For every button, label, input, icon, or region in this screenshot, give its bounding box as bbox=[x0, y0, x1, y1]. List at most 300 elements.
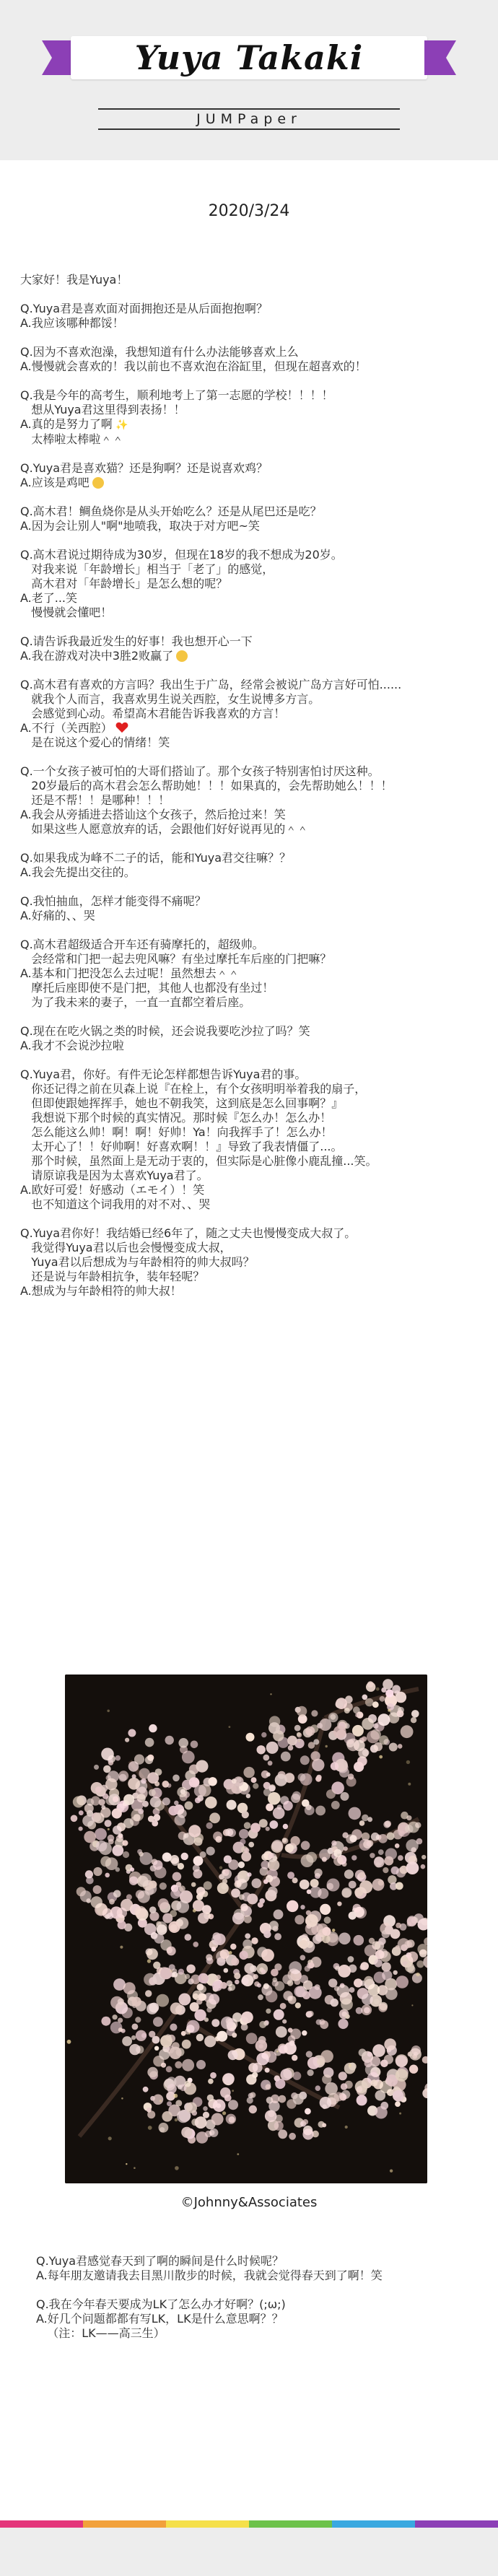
text-line: 那个时候，虽然面上是无动于衷的，但实际是心脏像小鹿乱撞...笑。 bbox=[20, 1154, 377, 1168]
blossom bbox=[129, 2044, 140, 2055]
blossom bbox=[139, 1786, 146, 1794]
question-text: Q.因为不喜欢泡澡，我想知道有什么办法能够喜欢上么 bbox=[20, 345, 299, 359]
light-dot bbox=[379, 1755, 383, 1759]
blossom bbox=[396, 1882, 403, 1890]
blossom bbox=[172, 1972, 178, 1978]
blossom bbox=[115, 1867, 120, 1872]
stripe-segment bbox=[0, 2520, 84, 2528]
blossom bbox=[126, 1894, 132, 1900]
light-dot bbox=[175, 2166, 179, 2170]
blossom bbox=[196, 1760, 208, 1773]
light-dot bbox=[411, 2004, 413, 2006]
blossom bbox=[297, 1732, 301, 1737]
blossom bbox=[275, 2079, 285, 2089]
blossom bbox=[289, 1961, 302, 1974]
blossom bbox=[237, 1879, 248, 1890]
answer-text: A.慢慢就会喜欢的！我以前也不喜欢泡在浴缸里，但现在超喜欢的！ bbox=[20, 359, 367, 373]
answer-text: A.每年朋友邀请我去目黑川散步的时候，我就会觉得春天到了啊！笑 bbox=[36, 2269, 383, 2282]
text-line: 想从Yuya君这里得到表扬！！ bbox=[20, 403, 185, 416]
qa-list bbox=[20, 302, 482, 1298]
blossom bbox=[141, 2033, 147, 2038]
blossom bbox=[282, 1838, 289, 1844]
blossom bbox=[244, 1848, 249, 1853]
blossom bbox=[91, 1796, 100, 1805]
blossom bbox=[371, 2079, 378, 2087]
blossom bbox=[285, 1844, 294, 1853]
blossom bbox=[181, 2031, 186, 2036]
blossom bbox=[274, 2009, 284, 2020]
light-dot bbox=[276, 2051, 279, 2053]
light-dot bbox=[147, 1959, 151, 1962]
blossom bbox=[265, 2068, 270, 2073]
blossom bbox=[290, 1836, 300, 1846]
blossom bbox=[241, 1978, 249, 1986]
blossom bbox=[364, 2059, 372, 2067]
blossom bbox=[353, 1904, 362, 1913]
blossom bbox=[167, 2084, 176, 2093]
blossom bbox=[357, 2086, 363, 2092]
blossom bbox=[406, 1861, 419, 1874]
article-body bbox=[20, 273, 482, 1313]
blossom bbox=[404, 1941, 412, 1949]
blossom bbox=[300, 1755, 310, 1765]
blossom bbox=[278, 2129, 287, 2139]
blossom bbox=[364, 1944, 376, 1956]
blossom bbox=[292, 1877, 298, 1883]
blossom bbox=[287, 1980, 293, 1986]
blossom bbox=[175, 2100, 182, 2106]
blossom bbox=[362, 1815, 369, 1822]
blossom bbox=[230, 1944, 236, 1950]
blossom bbox=[129, 1877, 138, 1885]
blossom bbox=[367, 2052, 372, 2057]
blossom bbox=[263, 1983, 269, 1989]
text-line: 还是说与年龄相抗争，装年轻呢？ bbox=[20, 1270, 205, 1283]
text-line: 请原谅我是因为太喜欢Yuya君了。 bbox=[20, 1169, 209, 1182]
blossom bbox=[274, 1910, 284, 1920]
blossom bbox=[251, 1777, 257, 1783]
blossom bbox=[232, 2033, 237, 2038]
blossom bbox=[322, 1927, 331, 1936]
blossom bbox=[395, 2101, 401, 2107]
blossom bbox=[331, 1762, 338, 1770]
text-line: 还是不帮！！是哪种！！！ bbox=[20, 793, 170, 807]
blossom bbox=[415, 1822, 421, 1828]
blossom bbox=[185, 2081, 191, 2087]
blossom bbox=[149, 1906, 157, 1913]
blossom bbox=[365, 1698, 374, 1707]
blossom bbox=[243, 1767, 254, 1778]
blossom bbox=[177, 1787, 187, 1797]
blossom bbox=[201, 1974, 208, 1981]
sparkle-icon: ✨ bbox=[112, 419, 128, 431]
light-dot bbox=[416, 1973, 420, 1977]
blossom bbox=[167, 1947, 176, 1956]
answer-text: A.我才不会说沙拉啦 bbox=[20, 1039, 124, 1052]
blossom bbox=[140, 1852, 153, 1865]
blossom bbox=[207, 2095, 214, 2101]
blossom bbox=[147, 1948, 158, 1960]
blossom bbox=[257, 1745, 266, 1754]
blossom bbox=[196, 1887, 205, 1895]
blossom bbox=[250, 1965, 257, 1973]
blossom bbox=[153, 1860, 162, 1869]
blossom bbox=[373, 1724, 379, 1729]
light-dot bbox=[108, 1828, 110, 1830]
outro-qa-list bbox=[36, 2254, 484, 2355]
blossom bbox=[145, 1738, 154, 1747]
light-dot bbox=[126, 2163, 127, 2165]
blossom bbox=[130, 1867, 134, 1872]
blossom bbox=[168, 1806, 178, 1816]
blossom bbox=[294, 1725, 301, 1732]
blossom bbox=[278, 2095, 286, 2103]
blossom bbox=[238, 1861, 245, 1868]
blossom bbox=[194, 2009, 206, 2021]
question-text: Q.Yuya君感觉春天到了啊的瞬间是什么时候呢？ bbox=[36, 2254, 284, 2268]
blossom bbox=[401, 1812, 409, 1820]
blossom bbox=[372, 2044, 385, 2057]
blossom bbox=[268, 1722, 280, 1734]
blossom bbox=[240, 1903, 248, 1911]
footer bbox=[0, 2528, 498, 2576]
blossom bbox=[306, 1852, 317, 1863]
answer-text: A.我应该哪种都馁！ bbox=[20, 316, 124, 330]
blossom bbox=[375, 1950, 385, 1960]
blossom bbox=[80, 1890, 92, 1902]
blossom bbox=[356, 2007, 363, 2014]
light-dot bbox=[107, 1710, 110, 1713]
blossom bbox=[245, 1934, 250, 1939]
blossom bbox=[305, 1914, 318, 1927]
blossom bbox=[178, 1994, 191, 2006]
answer-text: A.我会从旁插进去搭讪这个女孩子，然后抢过来！笑 bbox=[20, 808, 286, 821]
text-line: 太棒啦太棒啦＾＾ bbox=[20, 432, 124, 446]
blossom bbox=[132, 2024, 139, 2030]
blossom bbox=[349, 1807, 362, 1820]
blossom bbox=[143, 2087, 149, 2092]
blossom bbox=[246, 2033, 258, 2044]
light-dot bbox=[232, 2090, 234, 2092]
blossom bbox=[131, 2035, 136, 2040]
blossom bbox=[328, 1978, 337, 1987]
title-banner bbox=[42, 23, 456, 91]
blossom bbox=[123, 1818, 134, 1828]
blossom bbox=[407, 1917, 417, 1927]
question-text: Q.Yuya君，你好。有件无论怎样都想告诉Yuya君的事。 bbox=[20, 1067, 307, 1081]
blossom bbox=[308, 1962, 314, 1968]
blossom bbox=[261, 1732, 266, 1737]
blossom bbox=[261, 1771, 269, 1778]
blossom bbox=[258, 1994, 263, 2000]
blossom bbox=[259, 2021, 266, 2028]
text-line: 对我来说「年龄增长」相当于「老了」的感觉， bbox=[20, 562, 274, 576]
blossom bbox=[265, 2110, 277, 2123]
light-dot bbox=[189, 2033, 191, 2035]
light-dot bbox=[229, 1726, 231, 1728]
blossom bbox=[247, 2097, 253, 2103]
blossom bbox=[271, 1840, 283, 1851]
question-text: Q.一个女孩子被可怕的大哥们搭讪了。那个女孩子特别害怕讨厌这种。 bbox=[20, 764, 380, 778]
blossom bbox=[290, 2029, 301, 2040]
blossom bbox=[239, 1871, 247, 1879]
answer-text: A.我会先提出交往的。 bbox=[20, 865, 136, 879]
blossom bbox=[316, 2020, 322, 2025]
question-text: Q.高木君说过期待成为30岁，但现在18岁的我不想成为20岁。 bbox=[20, 548, 343, 562]
blossom bbox=[185, 1974, 190, 1979]
photo-caption: ©Johnny&Associates bbox=[180, 2195, 318, 2210]
blossom bbox=[271, 2095, 279, 2103]
blossom bbox=[349, 1987, 355, 1993]
blossom bbox=[307, 2069, 314, 2076]
blossom bbox=[149, 2031, 155, 2038]
stripe-segment bbox=[249, 2520, 333, 2528]
blossom bbox=[341, 1792, 349, 1801]
blossom bbox=[247, 1894, 258, 1905]
blossom bbox=[172, 1775, 180, 1782]
blossom bbox=[268, 1785, 275, 1791]
blossom bbox=[141, 1778, 147, 1784]
blossom bbox=[255, 2040, 268, 2052]
blossom bbox=[300, 1905, 305, 1909]
question-text: Q.我是今年的高考生，顺利地考上了第一志愿的学校！！！！ bbox=[20, 388, 333, 402]
blossom bbox=[354, 1888, 363, 1897]
blossom bbox=[277, 1804, 282, 1809]
blossom bbox=[232, 1778, 237, 1783]
blossom bbox=[159, 2123, 169, 2133]
blossom bbox=[362, 1737, 367, 1742]
blossom bbox=[178, 1969, 184, 1975]
question-text: Q.Yuya君你好！我结婚已经6年了，随之丈夫也慢慢变成大叔了。 bbox=[20, 1226, 357, 1240]
blossom bbox=[333, 1849, 341, 1857]
blossom bbox=[135, 2017, 141, 2022]
blossom bbox=[275, 1774, 287, 1786]
blossom bbox=[244, 1915, 252, 1923]
blossom bbox=[170, 2024, 177, 2031]
blossom bbox=[228, 2050, 238, 2060]
blossom bbox=[186, 2103, 197, 2113]
blossom bbox=[292, 2055, 297, 2061]
blossom bbox=[287, 1872, 294, 1879]
blossom bbox=[253, 1974, 258, 1979]
blossom bbox=[71, 1815, 78, 1822]
blossom bbox=[149, 1789, 156, 1796]
blossom bbox=[300, 1879, 310, 1890]
question-text: Q.高木君有喜欢的方言吗？我出生于广岛，经常会被说广岛方言好可怕...... bbox=[20, 678, 402, 691]
blossom bbox=[229, 1984, 236, 1991]
answer-text: A.因为会让别人"啊"地喷我，取决于对方吧~笑 bbox=[20, 519, 260, 533]
blossom bbox=[232, 1913, 245, 1925]
light-dot bbox=[134, 2167, 136, 2169]
blossom bbox=[398, 1855, 403, 1861]
blossom bbox=[170, 1910, 177, 1917]
blossom bbox=[206, 1847, 215, 1856]
qa-block bbox=[20, 461, 482, 490]
qa-block bbox=[20, 388, 482, 447]
light-dot bbox=[408, 1783, 411, 1786]
blossom bbox=[406, 1839, 418, 1851]
blossom bbox=[185, 1802, 193, 1810]
blossom bbox=[191, 1882, 196, 1887]
blossom bbox=[154, 2046, 159, 2051]
blossom bbox=[288, 1745, 294, 1751]
blossom bbox=[342, 1887, 352, 1898]
blossom bbox=[266, 2009, 271, 2014]
blossom bbox=[283, 1824, 288, 1829]
blossom bbox=[266, 1742, 279, 1754]
blossom bbox=[396, 1945, 400, 1950]
blossom bbox=[178, 1863, 184, 1869]
blossom bbox=[333, 1726, 346, 1739]
blossom bbox=[105, 1914, 110, 1919]
blossom bbox=[185, 1934, 192, 1941]
blossom bbox=[224, 1856, 232, 1864]
blossom bbox=[118, 1921, 126, 1929]
blossom bbox=[390, 1929, 401, 1939]
blossom bbox=[179, 1885, 185, 1892]
blossom bbox=[100, 1807, 110, 1817]
blossom bbox=[359, 1872, 364, 1878]
blossom bbox=[122, 2036, 132, 2046]
blossom bbox=[395, 1843, 400, 1848]
blossom bbox=[380, 1696, 385, 1702]
text-line: 摩托后座即使不是门把，其他人也都没有坐过！ bbox=[20, 981, 274, 995]
light-dot bbox=[173, 2094, 178, 2098]
blossom bbox=[280, 2003, 287, 2009]
blossom bbox=[211, 1947, 217, 1952]
blossom bbox=[227, 1829, 236, 1838]
text-line: 但即使跟她挥挥手，她也不朝我笑，这到底是怎么回事啊？』 bbox=[20, 1096, 344, 1110]
blossom bbox=[301, 1841, 310, 1851]
blossom bbox=[193, 1856, 204, 1866]
blossom bbox=[354, 1935, 364, 1946]
blossom bbox=[293, 2071, 302, 2080]
blossom bbox=[317, 2058, 325, 2066]
blossom bbox=[103, 1765, 111, 1773]
blossom bbox=[175, 2061, 182, 2069]
ribbon-left-icon bbox=[42, 40, 74, 75]
blossom bbox=[147, 2110, 155, 2118]
blossom bbox=[411, 1717, 416, 1723]
blossom bbox=[306, 2051, 313, 2058]
blossom bbox=[123, 1794, 134, 1805]
smile-emoji-icon bbox=[176, 650, 188, 662]
blossom bbox=[374, 1972, 385, 1983]
text-line: 20岁最后的高木君会怎么帮助她！！！如果真的，会先帮助她么！！！ bbox=[20, 779, 393, 793]
blossom bbox=[383, 1821, 390, 1828]
blossom bbox=[396, 2056, 407, 2067]
qa-block bbox=[20, 634, 482, 663]
qa-block bbox=[20, 548, 482, 620]
blossom bbox=[274, 1933, 281, 1940]
blossom bbox=[306, 2011, 313, 2017]
blossom bbox=[123, 1982, 136, 1994]
blossom bbox=[155, 1768, 162, 1776]
text-line: 如果这些人愿意放弃的话，会跟他们好好说再见的＾＾ bbox=[20, 822, 309, 836]
blossom bbox=[105, 1778, 118, 1791]
blossom bbox=[134, 1906, 147, 1918]
blossom bbox=[226, 1783, 237, 1794]
blossom bbox=[200, 1994, 207, 2001]
blossom bbox=[411, 1710, 419, 1718]
light-dot bbox=[222, 2111, 226, 2115]
blossom bbox=[384, 2038, 396, 2051]
blossom bbox=[396, 1923, 401, 1929]
blossom bbox=[105, 1820, 112, 1827]
blossom bbox=[170, 2002, 183, 2014]
light-dot bbox=[390, 2170, 393, 2173]
blossom bbox=[160, 2035, 172, 2048]
text-line: Yuya君以后想成为与年龄相符的帅大叔吗？ bbox=[20, 1255, 255, 1269]
blossom bbox=[322, 2123, 326, 2127]
blossom bbox=[258, 1902, 263, 1908]
light-dot bbox=[160, 2100, 162, 2103]
blossom bbox=[168, 1921, 180, 1933]
blossom bbox=[331, 1841, 336, 1846]
blossom bbox=[242, 1811, 249, 1818]
blossom bbox=[149, 1724, 157, 1732]
blossom bbox=[113, 1796, 118, 1802]
blossom bbox=[348, 1773, 354, 1779]
light-dot bbox=[170, 1970, 172, 1973]
text-line: 你还记得之前在贝森上说『在栓上，有个女孩明明举着我的扇子， bbox=[20, 1082, 367, 1096]
blossom bbox=[287, 1900, 298, 1912]
blossom bbox=[85, 1870, 93, 1878]
blossom bbox=[122, 1840, 128, 1846]
qa-block bbox=[20, 851, 482, 880]
blossom bbox=[158, 1898, 169, 1909]
light-dot bbox=[67, 2040, 71, 2044]
stripe-segment bbox=[332, 2520, 416, 2528]
blossom bbox=[273, 1926, 279, 1931]
greeting: 大家好！我是Yuya！ bbox=[20, 273, 128, 287]
blossom bbox=[269, 1820, 278, 1829]
blossom bbox=[380, 2060, 388, 2068]
page-subtitle: JUMPaper bbox=[196, 111, 302, 127]
blossom bbox=[384, 1856, 393, 1866]
blossom bbox=[224, 1869, 229, 1874]
blossom bbox=[349, 1912, 357, 1920]
blossom bbox=[253, 2063, 263, 2073]
blossom bbox=[385, 1988, 398, 2000]
blossom bbox=[208, 2079, 214, 2084]
blossom bbox=[294, 1915, 304, 1924]
blossom bbox=[241, 2024, 248, 2031]
blossom bbox=[294, 1978, 301, 1985]
blossom bbox=[128, 1761, 139, 1772]
blossom bbox=[305, 1805, 315, 1815]
blossom bbox=[378, 1879, 384, 1885]
blossom bbox=[211, 2113, 224, 2126]
light-dot bbox=[229, 1951, 232, 1955]
blossom bbox=[261, 1949, 274, 1962]
blossom bbox=[197, 1983, 204, 1991]
blossom bbox=[398, 1744, 403, 1749]
blossom bbox=[182, 1751, 195, 1764]
blossom bbox=[401, 1725, 414, 1738]
blossom bbox=[118, 1999, 124, 2005]
blossom bbox=[272, 1980, 279, 1986]
blossom bbox=[252, 2072, 258, 2078]
blossom bbox=[416, 1960, 424, 1968]
blossom bbox=[96, 1841, 107, 1851]
blossom bbox=[244, 1822, 251, 1829]
blossom bbox=[378, 1849, 384, 1855]
blossom bbox=[371, 1833, 380, 1841]
blossom bbox=[246, 1733, 255, 1742]
answer-text: A.好痛的、、哭 bbox=[20, 909, 95, 922]
blossom bbox=[117, 1908, 127, 1918]
